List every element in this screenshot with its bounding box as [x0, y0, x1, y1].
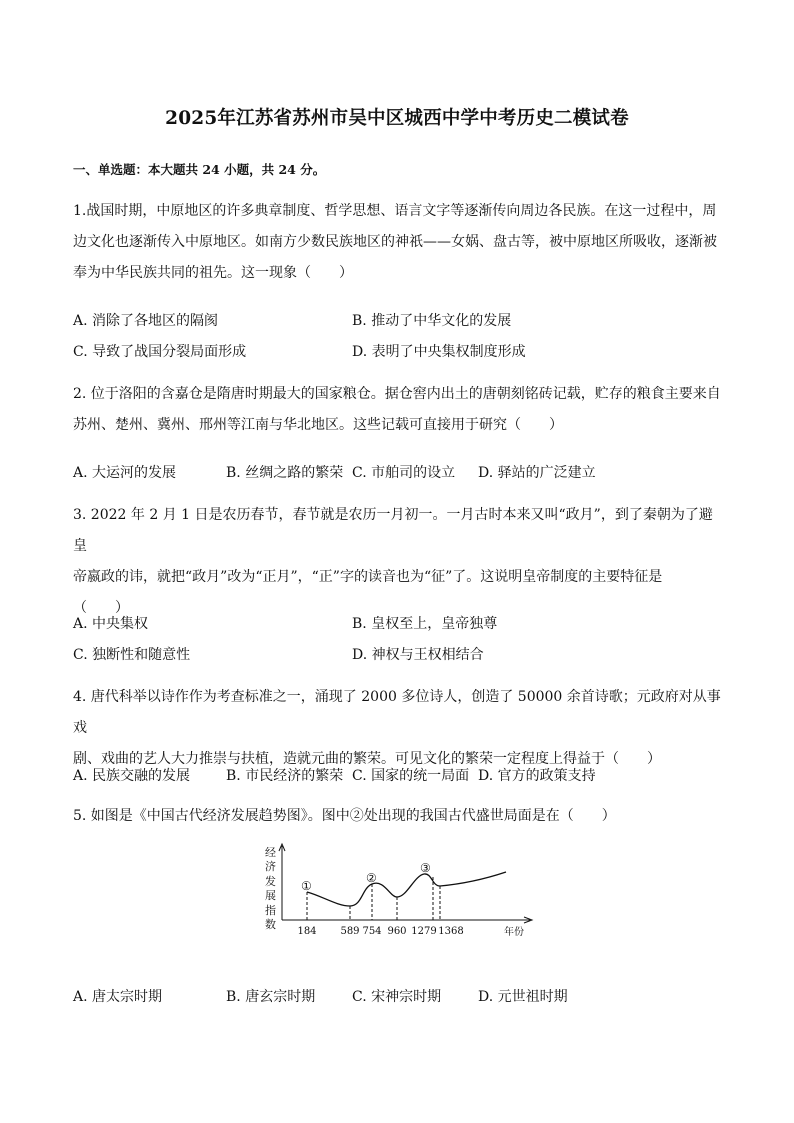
- question-3-line-1: 3. 2022 年 2 月 1 日是农历春节，春节就是农历一月初一。一月古时本来又叫“政月”，到了秦朝为了避皇: [73, 507, 713, 554]
- question-1-line-1: 1.战国时期，中原地区的许多典章制度、哲学思想、语言文字等逐渐传向周边各民族。在这一过程中，周: [73, 203, 717, 219]
- option-b[interactable]: B. 皇权至上，皇帝独尊: [352, 616, 498, 632]
- x-tick-label: 754: [362, 926, 382, 937]
- marker-3: ③: [420, 861, 431, 875]
- option-a[interactable]: A. 中央集权: [73, 616, 149, 632]
- x-tick-label: 1279: [411, 926, 437, 937]
- x-axis-label: 年份: [504, 927, 524, 938]
- y-axis-label-char: 数: [265, 918, 276, 931]
- option-a[interactable]: A. 消除了各地区的隔阂: [73, 313, 219, 329]
- question-2-line-2: 苏州、楚州、冀州、邢州等江南与华北地区。这些记载可直接用于研究（ ）: [73, 417, 563, 433]
- x-tick-label: 184: [297, 926, 317, 937]
- option-c[interactable]: C. 独断性和随意性: [73, 647, 191, 663]
- y-axis-label-char: 济: [265, 860, 276, 873]
- question-3-line-2: 帝嬴政的讳，就把“政月”改为“正月”，“正”字的读音也为“征”了。这说明皇帝制度的主要特征是: [73, 569, 663, 585]
- option-d[interactable]: D. 官方的政策支持: [478, 768, 596, 784]
- economic-trend-figure: [262, 840, 542, 945]
- option-a[interactable]: A. 大运河的发展: [73, 465, 177, 481]
- y-axis-label-char: 展: [265, 889, 276, 902]
- economic-trend-chart: [262, 840, 542, 945]
- option-a[interactable]: A. 唐太宗时期: [73, 989, 163, 1005]
- option-b[interactable]: B. 唐玄宗时期: [226, 989, 316, 1005]
- question-4-line-2: 剧、戏曲的艺人大力推崇与扶植，造就元曲的繁荣。可见文化的繁荣一定程度上得益于（ ）: [73, 751, 661, 767]
- question-2: [73, 379, 721, 441]
- option-d[interactable]: D. 元世祖时期: [478, 989, 568, 1005]
- option-b[interactable]: B. 推动了中华文化的发展: [352, 313, 512, 329]
- option-c[interactable]: C. 宋神宗时期: [352, 989, 442, 1005]
- x-tick-labels: [297, 925, 524, 938]
- x-tick-label: 960: [387, 926, 407, 937]
- y-axis-label-char: 指: [265, 904, 276, 917]
- question-1: [73, 196, 721, 289]
- question-3: [73, 500, 721, 624]
- marker-1: ①: [301, 879, 312, 893]
- exam-title: 2025年江苏省苏州市吴中区城西中学中考历史二模试卷: [165, 108, 629, 129]
- y-axis-label: [265, 846, 276, 931]
- option-d[interactable]: D. 表明了中央集权制度形成: [352, 344, 526, 360]
- question-2-line-1: 2. 位于洛阳的含嘉仓是隋唐时期最大的国家粮仓。据仓窖内出土的唐朝刻铭砖记载，贮存的粮食主要来自: [73, 386, 721, 402]
- option-a[interactable]: A. 民族交融的发展: [73, 768, 191, 784]
- x-tick-label: 1368: [438, 926, 464, 937]
- question-4: [73, 682, 721, 775]
- x-tick-label: 589: [340, 926, 360, 937]
- trend-curve: [307, 872, 506, 906]
- question-5-line-1: 5. 如图是《中国古代经济发展趋势图》。图中②处出现的我国古代盛世局面是在（ ）: [73, 808, 616, 824]
- option-b[interactable]: B. 丝绸之路的繁荣: [226, 465, 344, 481]
- option-c[interactable]: C. 国家的统一局面: [352, 768, 470, 784]
- option-c[interactable]: C. 市舶司的设立: [352, 465, 456, 481]
- option-d[interactable]: D. 神权与王权相结合: [352, 647, 484, 663]
- question-4-line-1: 4. 唐代科举以诗作作为考查标准之一，涌现了 2000 多位诗人，创造了 50000 余首诗歌；元政府对从事戏: [73, 689, 721, 736]
- y-axis-label-char: 发: [265, 875, 276, 888]
- period-markers: [301, 861, 431, 893]
- option-b[interactable]: B. 市民经济的繁荣: [226, 768, 344, 784]
- question-1-line-2: 边文化也逐渐传入中原地区。如南方少数民族地区的神祇——女娲、盘古等，被中原地区所吸收，逐渐被: [73, 234, 717, 250]
- y-axis-label-char: 经: [265, 846, 276, 859]
- section-heading: 一、单选题：本大题共 24 小题，共 24 分。: [73, 162, 326, 177]
- question-3-line-3: （ ）: [73, 600, 129, 616]
- marker-2: ②: [366, 871, 377, 885]
- question-5: [73, 801, 721, 832]
- question-1-line-3: 奉为中华民族共同的祖先。这一现象（ ）: [73, 265, 353, 281]
- option-c[interactable]: C. 导致了战国分裂局面形成: [73, 344, 247, 360]
- option-d[interactable]: D. 驿站的广泛建立: [478, 465, 596, 481]
